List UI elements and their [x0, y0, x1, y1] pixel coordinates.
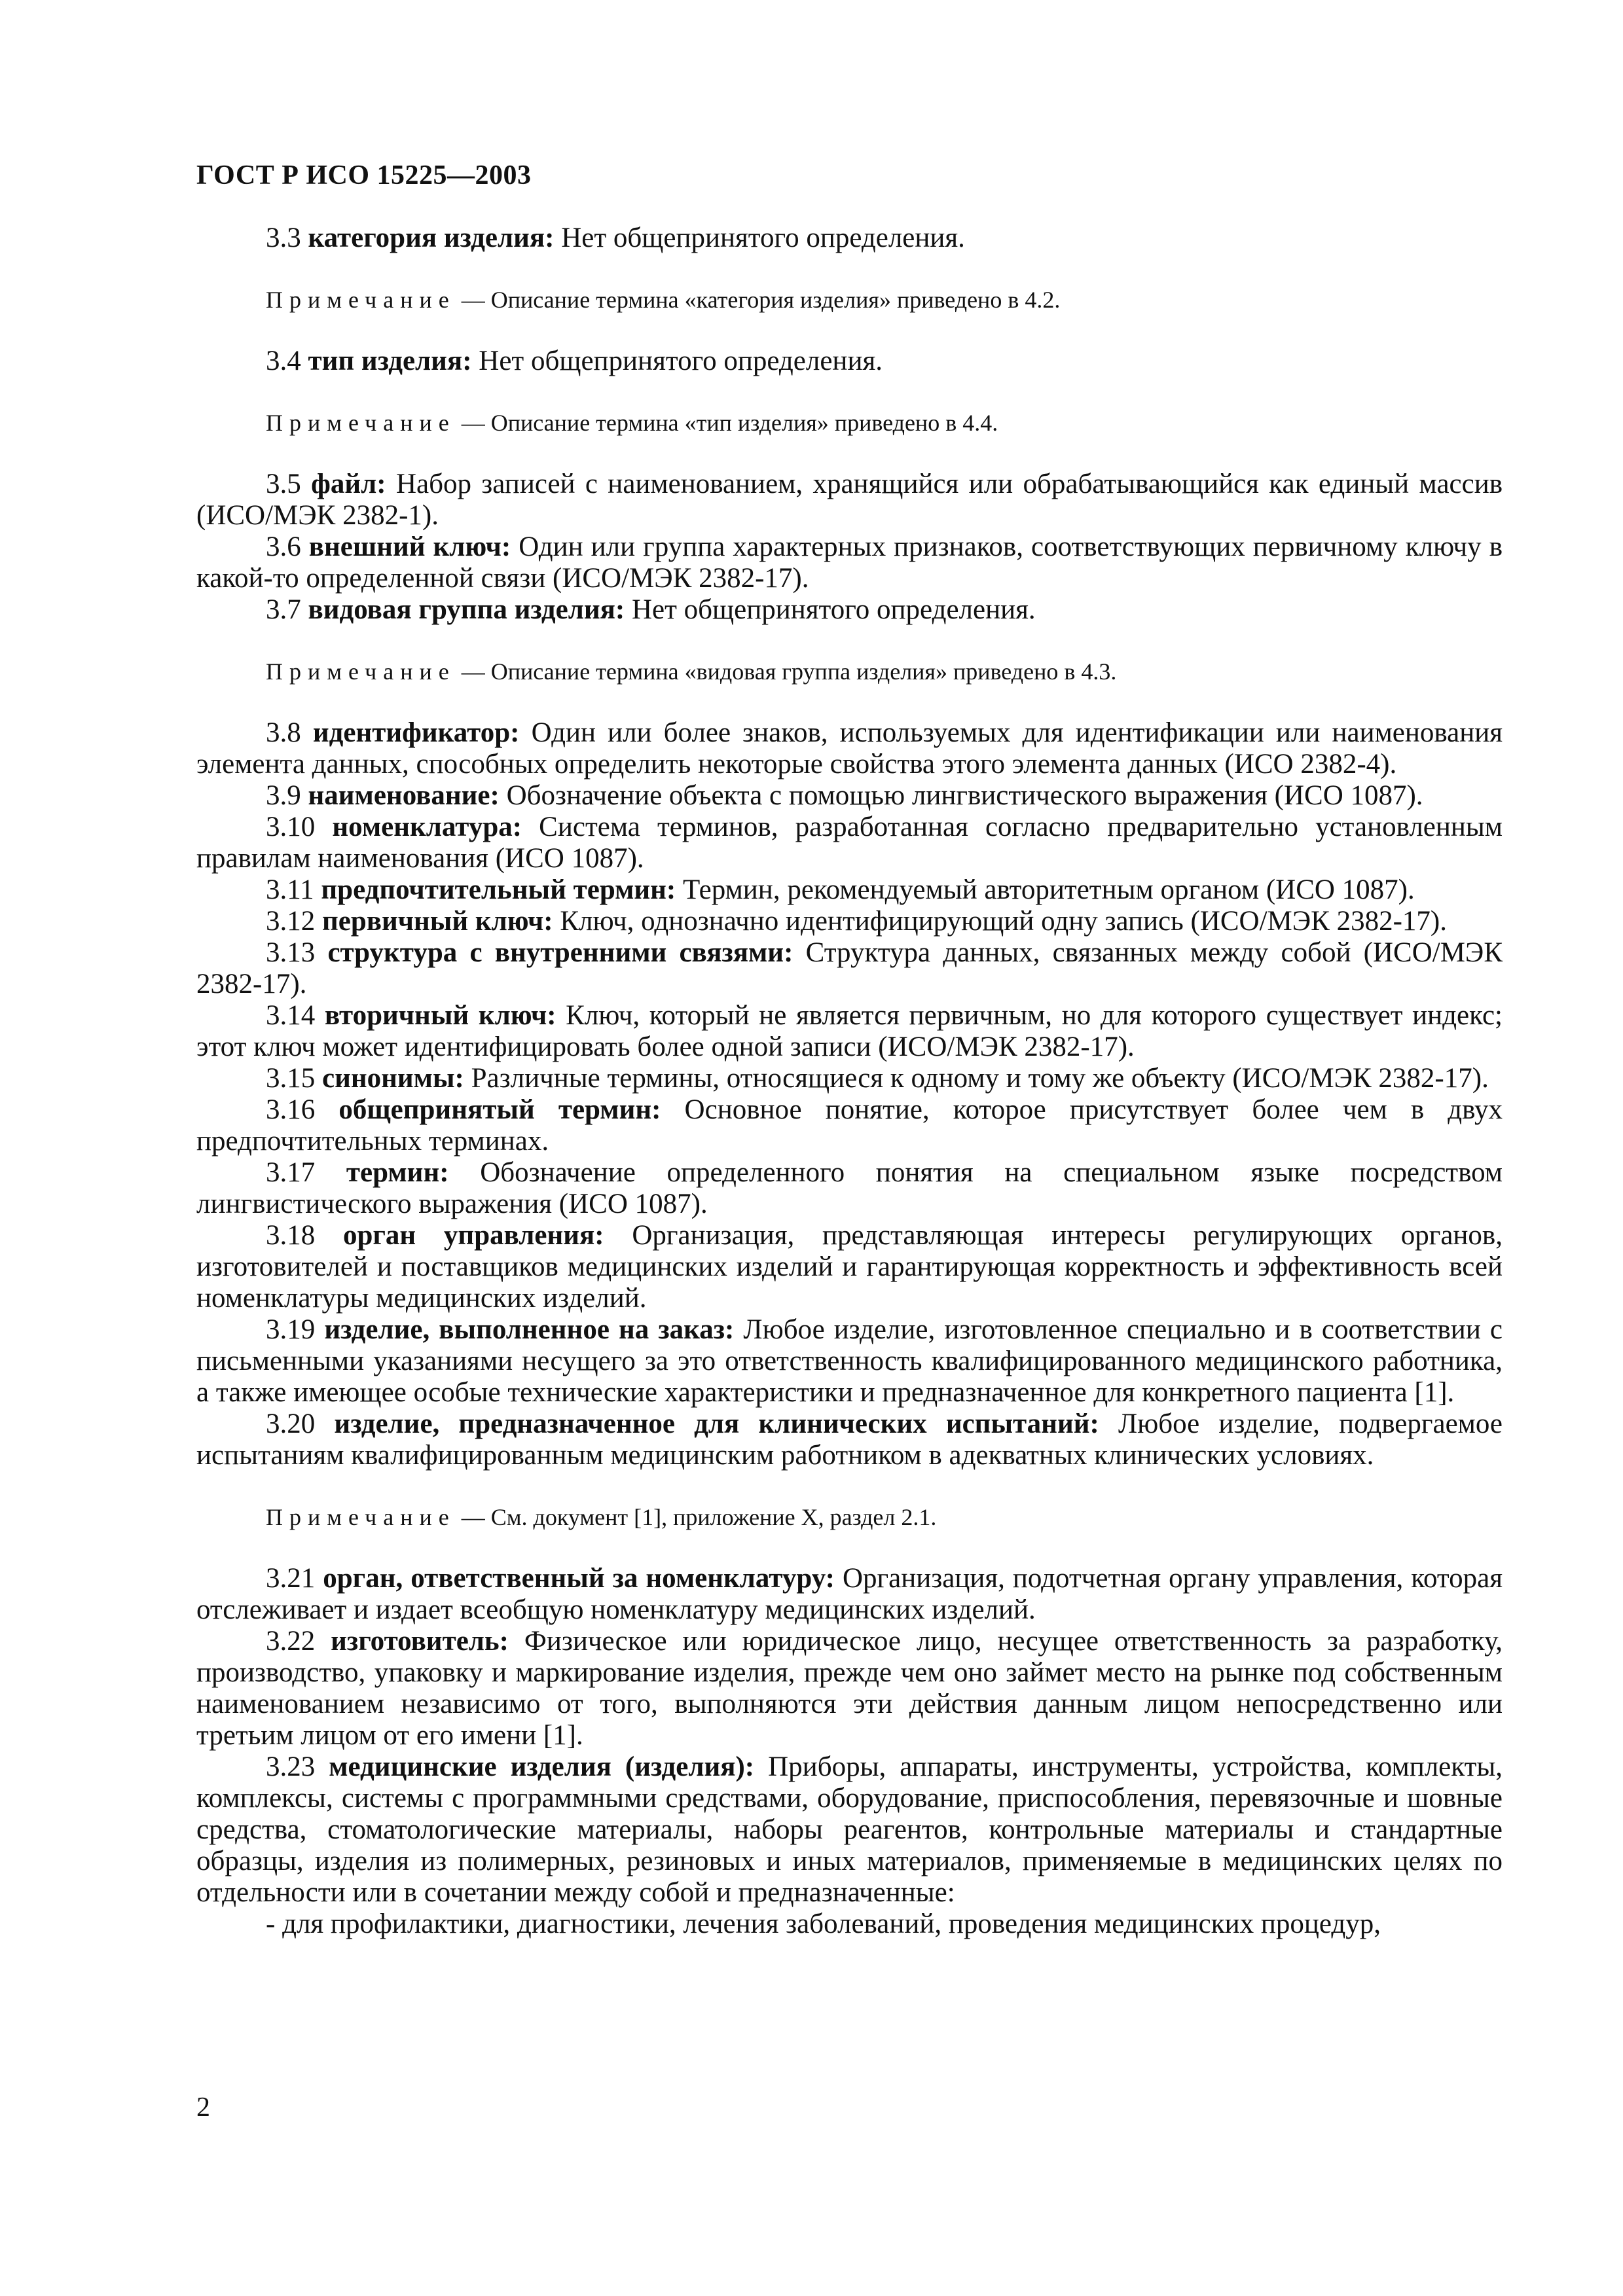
term-number: 3.23	[266, 1751, 316, 1782]
term-definition	[196, 469, 1503, 531]
term-definition	[196, 1000, 1503, 1063]
term-name: изделие, предназначенное для клинических испытаний:	[334, 1408, 1099, 1439]
note-text: — Описание термина «видовая группа изделия» приведено в 4.3.	[455, 658, 1117, 685]
term-definition-text: Нет общепринятого определения.	[471, 346, 883, 376]
term-definition-text: Ключ, однозначно идентифицирующий одну запись (ИСО/МЭК 2382-17).	[553, 906, 1447, 937]
term-name: изготовитель:	[331, 1626, 509, 1657]
term-name: первичный ключ:	[322, 906, 553, 937]
term-definition	[196, 1094, 1503, 1157]
term-name: категория изделия:	[308, 223, 555, 253]
term-number: 3.20	[266, 1408, 316, 1439]
term-number: 3.21	[266, 1563, 316, 1594]
note	[196, 657, 1503, 686]
term-definition-text: Структура данных, связанных между собой (ИСО/МЭК 2382-17).	[196, 937, 1503, 999]
document-code-header: ГОСТ Р ИСО 15225—2003	[196, 160, 532, 190]
term-definition-text: Набор записей с наименованием, хранящийся или обрабатывающийся как единый массив (ИСО/МЭК 2382-1).	[196, 469, 1503, 531]
term-number: 3.12	[266, 906, 316, 937]
term-number: 3.7	[266, 594, 301, 625]
term-definition	[196, 1063, 1503, 1094]
term-number: 3.4	[266, 346, 301, 376]
term-definition-text: Любое изделие, подвергаемое испытаниям квалифицированным медицинским работником в адекватных клинических условиях.	[196, 1408, 1503, 1471]
term-definition	[196, 780, 1503, 812]
term-definition-text: Ключ, который не является первичным, но для которого существует индекс; этот ключ может идентифицировать более одной записи (ИСО/МЭК 2382-17).	[196, 1000, 1503, 1062]
term-name: видовая группа изделия:	[308, 594, 625, 625]
term-number: 3.22	[266, 1626, 316, 1657]
term-definition	[196, 594, 1503, 626]
term-name: наименование:	[308, 780, 500, 811]
term-number: 3.5	[266, 469, 301, 499]
term-number: 3.15	[266, 1063, 316, 1094]
term-definition-text: Обозначение объекта с помощью лингвистического выражения (ИСО 1087).	[499, 780, 1423, 811]
term-definition	[196, 1626, 1503, 1751]
term-name: орган управления:	[342, 1220, 604, 1251]
term-definition-text: Приборы, аппараты, инструменты, устройства, комплекты, комплексы, системы с программными средствами, оборудование, приспособления, перевязочные и шовные средства, стоматологические материалы, наборы реагентов, контрольные материалы и стандартные образцы, изделия из полимерных, резиновых и иных материалов, применяемые в медицинских целях по отдельности или в сочетании между собой и предназначенные:	[196, 1751, 1503, 1908]
term-definition-text: Один или более знаков, используемых для идентификации или наименования элемента данных, способных определить некоторые свойства этого элемента данных (ИСО 2382-4).	[196, 717, 1503, 780]
note-text: — Описание термина «тип изделия» приведено в 4.4.	[455, 410, 998, 436]
note-label: Примечание	[266, 287, 456, 313]
term-number: 3.19	[266, 1314, 316, 1345]
term-name: изделие, выполненное на заказ:	[324, 1314, 735, 1345]
term-definition	[196, 1314, 1503, 1408]
term-definition	[196, 531, 1503, 594]
term-number: 3.6	[266, 531, 301, 562]
term-name: орган, ответственный за номенклатуру:	[323, 1563, 835, 1594]
term-definition-text: Физическое или юридическое лицо, несущее ответственность за разработку, производство, упаковку и маркирование изделия, прежде чем оно займет место на рынке под собственным наименованием независимо от того, выполняются эти действия данным лицом непосредственно или третьим лицом от его имени [1].	[196, 1626, 1503, 1751]
term-name: общепринятый термин:	[338, 1094, 661, 1125]
term-number: 3.10	[266, 812, 316, 842]
term-number: 3.16	[266, 1094, 316, 1125]
term-name: термин:	[346, 1157, 449, 1188]
document-body	[196, 223, 1503, 1940]
term-definition	[196, 812, 1503, 874]
term-definition-text: Термин, рекомендуемый авторитетным органом (ИСО 1087).	[676, 874, 1415, 905]
term-name: вторичный ключ:	[324, 1000, 556, 1031]
term-definition	[196, 1157, 1503, 1220]
list-item	[196, 1909, 1503, 1940]
term-name: предпочтительный термин:	[321, 874, 676, 905]
term-definition-text: Организация, представляющая интересы регулирующих органов, изготовителей и поставщиков медицинских изделий и гарантирующая корректность и эффективность всей номенклатуры медицинских изделий.	[196, 1220, 1503, 1314]
term-definition	[196, 223, 1503, 254]
term-definition	[196, 1751, 1503, 1909]
term-name: номенклатура:	[332, 812, 522, 842]
term-definition	[196, 1563, 1503, 1626]
note-label: Примечание	[266, 1504, 456, 1530]
page-number: 2	[196, 2092, 210, 2123]
term-definition-text: Основное понятие, которое присутствует более чем в двух предпочтительных терминах.	[196, 1094, 1503, 1157]
term-definition	[196, 937, 1503, 1000]
term-name: внешний ключ:	[308, 531, 511, 562]
term-definition-text: Нет общепринятого определения.	[554, 223, 965, 253]
term-number: 3.17	[266, 1157, 316, 1188]
term-definition-text: Один или группа характерных признаков, соответствующих первичному ключу в какой-то определенной связи (ИСО/МЭК 2382-17).	[196, 531, 1503, 594]
term-number: 3.18	[266, 1220, 316, 1251]
note	[196, 1503, 1503, 1532]
term-definition	[196, 346, 1503, 377]
term-number: 3.3	[266, 223, 301, 253]
term-definition	[196, 906, 1503, 937]
term-definition	[196, 717, 1503, 780]
term-definition-text: Различные термины, относящиеся к одному и тому же объекту (ИСО/МЭК 2382-17).	[464, 1063, 1489, 1094]
note	[196, 285, 1503, 314]
note	[196, 408, 1503, 437]
term-definition-text: Нет общепринятого определения.	[625, 594, 1036, 625]
term-number: 3.13	[266, 937, 316, 968]
note-label: Примечание	[266, 658, 456, 685]
note-label: Примечание	[266, 410, 456, 436]
term-definition-text: Организация, подотчетная органу управления, которая отслеживает и издает всеобщую номенклатуру медицинских изделий.	[196, 1563, 1503, 1625]
term-name: медицинские изделия (изделия):	[329, 1751, 755, 1782]
term-number: 3.9	[266, 780, 301, 811]
term-definition	[196, 1408, 1503, 1471]
term-definition-text: Обозначение определенного понятия на специальном языке посредством лингвистического выражения (ИСО 1087).	[196, 1157, 1503, 1219]
list-item-text: - для профилактики, диагностики, лечения заболеваний, проведения медицинских процедур,	[266, 1909, 1381, 1939]
term-name: идентификатор:	[312, 717, 520, 748]
term-definition-text: Система терминов, разработанная согласно предварительно установленным правилам наименования (ИСО 1087).	[196, 812, 1503, 874]
term-number: 3.11	[266, 874, 314, 905]
term-definition	[196, 874, 1503, 906]
term-name: тип изделия:	[308, 346, 472, 376]
term-definition	[196, 1220, 1503, 1314]
note-text: — Описание термина «категория изделия» приведено в 4.2.	[455, 287, 1061, 313]
term-name: синонимы:	[322, 1063, 464, 1094]
term-name: структура с внутренними связями:	[327, 937, 793, 968]
term-number: 3.14	[266, 1000, 316, 1031]
term-number: 3.8	[266, 717, 301, 748]
term-definition-text: Любое изделие, изготовленное специально и в соответствии с письменными указаниями несущего за это ответственность квалифицированного медицинского работника, а также имеющее особые технические характеристики и предназначенное для конкретного пациента [1].	[196, 1314, 1503, 1408]
note-text: — См. документ [1], приложение X, раздел 2.1.	[455, 1504, 937, 1530]
term-name: файл:	[311, 469, 386, 499]
